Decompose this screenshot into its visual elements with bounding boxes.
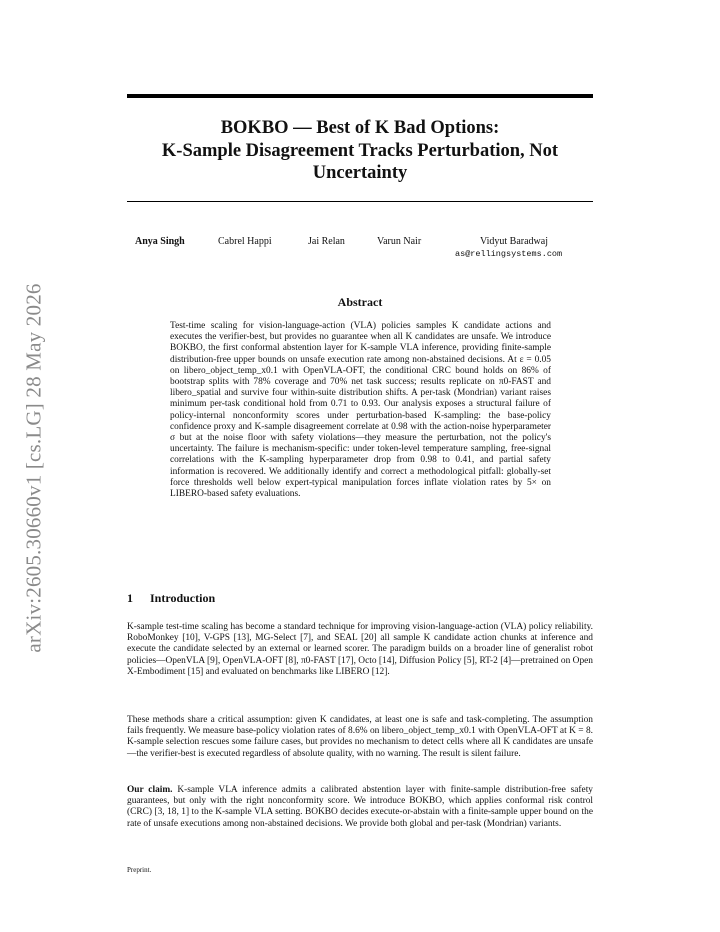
intro-paragraph-2: These methods share a critical assumption: given K candidates, at least one is safe and task-completing. The assumption fails frequently. We measure base-policy violation rates of 8.6% on libero_object_temp_x0.1 with OpenVLA-OFT at K = 8. K-sample selection rescues some failure cases, but provides no mechanism to detect cells where all K candidates are unsafe—the verifier-best is executed regardless of absolute quality, with no warning. The result is silent failure. [127,715,593,759]
preprint-footer: Preprint. [127,866,152,874]
intro-paragraph-1: K-sample test-time scaling has become a standard technique for improving vision-language-action (VLA) policy reliability. RoboMonkey [10], V-GPS [13], MG-Select [7], and SEAL [20] all sample K candidate action chunks at inference and execute the candidate selected by an external or learned scorer. The paradigm builds on a broader line of generalist robot policies—OpenVLA [9], OpenVLA-OFT [8], π0-FAST [17], Octo [14], Diffusion Policy [5], RT-2 [4]—pretrained on Open X-Embodiment [15] and evaluated on benchmarks like LIBERO [12]. [127,622,593,677]
title-bottom-rule [127,201,593,202]
abstract-text: Test-time scaling for vision-language-action (VLA) policies samples K candidate actions and executes the verifier-best, but provides no guarantee when all K candidates are unsafe. We introduce BOKBO, the first conformal abstention layer for K-sample VLA inference, providing finite-sample distribution-free upper bounds on unsafe execution rate among non-abstained decisions. At ε = 0.05 on libero_object_temp_x0.1 with OpenVLA-OFT, the conditional CRC bound holds on 86% of bootstrap splits with 78% coverage and 70% net task success; results replicate on π0-FAST and libero_spatial and survive four within-suite distribution shifts. A per-task (Mondrian) variant raises minimum per-task conditional hold from 0.71 to 0.93. Our analysis exposes a structural failure of policy-internal nonconformity scores under perturbation-based K-sampling: the base-policy confidence proxy and K-sample disagreement correlate at 0.98 with the action-noise hyperparameter σ but at the noise floor with safety violations—they measure the perturbation, not the policy's uncertainty. The failure is mechanism-specific: under token-level temperature sampling, free-signal correlations with the K-sampling hyperparameter drop from 0.98 to 0.41, and partial safety information is recovered. We additionally identify and correct a methodological pitfall: globally-set force thresholds well below expert-typical manipulation forces inflate violation rates by 5× on LIBERO-based safety evaluations. [170,321,551,500]
author-name: Cabrel Happi [218,236,272,247]
abstract-heading: Abstract [337,295,383,309]
title-line-3: Uncertainty [312,163,408,183]
intro-paragraph-3 [127,785,593,830]
author-email: as@rellingsystems.com [455,249,563,259]
author-name: Vidyut Baradwaj [480,236,548,247]
section-title: Introduction [150,591,216,605]
arxiv-identifier-text: arXiv:2605.30660v1 [cs.LG] 28 May 2026 [21,283,46,653]
paragraph-body: K-sample VLA inference admits a calibrated abstention layer with finite-sample distribution-free safety guarantees, but only with the right nonconformity score. We introduce BOKBO, which applies conformal risk control (CRC) [3, 18, 1] to the K-sample VLA setting. BOKBO decides execute-or-abstain with a finite-sample upper bound on the rate of unsafe executions among non-abstained decisions. We provide both global and per-task (Mondrian) variants. [127,785,593,829]
author-name: Jai Relan [308,236,345,247]
title-top-rule [127,94,593,98]
author-name: Anya Singh [135,236,185,247]
paper-title [127,117,593,185]
author-name: Varun Nair [377,236,422,247]
arxiv-identifier [20,258,48,678]
title-line-2: K-Sample Disagreement Tracks Perturbation, Not [161,140,559,161]
title-line-1: BOKBO — Best of K Bad Options: [220,118,500,138]
section-number: 1 [127,591,133,605]
paragraph-lead-in: Our claim. [127,785,173,795]
section-heading [127,591,215,606]
